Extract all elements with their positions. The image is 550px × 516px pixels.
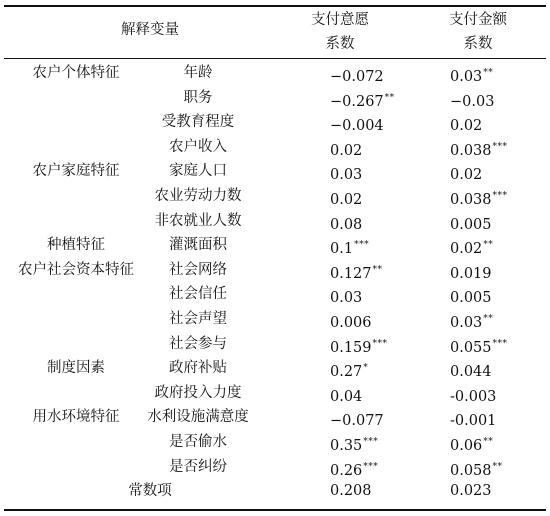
amount-significance: ** — [483, 314, 494, 324]
wtp-value: −0.072 — [330, 69, 384, 85]
wtp-cell — [330, 383, 363, 407]
table-row — [0, 258, 550, 283]
amount-significance: ** — [492, 461, 503, 472]
amount-significance: ** — [483, 68, 494, 78]
amount-cell — [450, 161, 483, 185]
amount-cell — [450, 235, 493, 259]
amount-value: 0.038 — [450, 192, 492, 208]
wtp-value: 0.127 — [330, 265, 372, 282]
top-rule — [4, 5, 546, 7]
table-row — [0, 110, 550, 135]
amount-value: 0.02 — [450, 118, 483, 135]
table-row — [0, 86, 550, 111]
wtp-value: 0.159 — [330, 339, 372, 356]
wtp-significance: ** — [372, 264, 383, 275]
wtp-cell — [330, 407, 385, 431]
variable-label: 社会声望 — [169, 311, 227, 327]
table-row — [0, 282, 550, 307]
constant-row — [0, 479, 550, 504]
amount-cell — [450, 309, 493, 333]
wtp-cell — [330, 211, 363, 235]
variable-label: 受教育程度 — [161, 114, 235, 131]
amount-cell — [450, 137, 508, 161]
wtp-significance: *** — [372, 338, 388, 349]
wtp-significance: *** — [354, 240, 370, 251]
amount-cell — [450, 112, 483, 136]
amount-cell — [450, 383, 497, 407]
table-row — [0, 356, 550, 381]
wtp-value: 0.08 — [330, 216, 363, 233]
wtp-value: 0.35 — [330, 438, 363, 454]
amount-value: −0.03 — [450, 93, 495, 110]
group-label: 种植特征 — [47, 237, 105, 254]
table-row — [0, 159, 550, 184]
header-amount-coefficient: 系数 — [463, 36, 493, 52]
wtp-value: 0.02 — [330, 142, 363, 159]
variable-label: 农业劳动力数 — [154, 188, 242, 204]
amount-cell — [450, 358, 493, 382]
amount-value: -0.001 — [450, 413, 497, 430]
variable-label: 水利设施满意度 — [147, 409, 249, 426]
wtp-cell — [330, 186, 363, 210]
wtp-cell — [330, 63, 385, 87]
amount-value: 0.019 — [450, 265, 492, 282]
amount-value: 0.055 — [450, 339, 492, 356]
table-row — [0, 307, 550, 332]
table-row — [0, 184, 550, 209]
wtp-value: 0.03 — [330, 167, 363, 184]
amount-value: 0.03 — [450, 315, 483, 331]
amount-cell — [450, 457, 503, 481]
bottom-rule — [4, 509, 546, 511]
amount-value: 0.038 — [450, 142, 492, 159]
variable-label: 社会参与 — [169, 335, 227, 352]
amount-significance: ** — [483, 240, 494, 251]
header-rule — [4, 58, 546, 59]
table-row — [0, 381, 550, 406]
wtp-cell — [330, 334, 388, 358]
wtp-cell — [330, 260, 383, 284]
wtp-significance: * — [363, 363, 369, 374]
variable-label: 是否纠纷 — [169, 458, 227, 475]
header-payment-amount: 支付金额 — [449, 12, 507, 28]
wtp-value: −0.267 — [330, 93, 384, 110]
variable-label: 家庭人口 — [169, 163, 227, 180]
table-row — [0, 233, 550, 258]
wtp-significance: ** — [384, 92, 395, 103]
wtp-cell — [330, 137, 363, 161]
amount-cell — [450, 407, 497, 431]
amount-value: 0.02 — [450, 167, 483, 184]
variable-label: 是否偷水 — [169, 434, 227, 450]
group-label: 农户家庭特征 — [32, 163, 120, 180]
wtp-value: 0.03 — [330, 290, 363, 307]
wtp-value: 0.006 — [330, 315, 372, 331]
table-row — [0, 430, 550, 455]
wtp-significance: *** — [363, 437, 379, 447]
amount-cell — [450, 63, 493, 87]
amount-value: 0.044 — [450, 364, 492, 381]
amount-value: -0.003 — [450, 388, 497, 405]
amount-value: 0.005 — [450, 216, 492, 233]
wtp-value: 0.26 — [330, 462, 363, 479]
wtp-value: 0.04 — [330, 388, 363, 405]
wtp-value: −0.077 — [330, 413, 384, 430]
wtp-cell — [330, 358, 368, 382]
variable-label: 灌溉面积 — [169, 237, 227, 254]
group-label: 农户社会资本特征 — [18, 261, 134, 278]
wtp-value: 0.1 — [330, 241, 354, 258]
variable-label: 政府补贴 — [169, 360, 227, 377]
variable-label: 农户收入 — [169, 138, 227, 155]
table-row — [0, 455, 550, 480]
wtp-significance: *** — [363, 461, 379, 472]
amount-value: 0.02 — [450, 241, 483, 258]
header-willingness-to-pay: 支付意愿 — [311, 12, 369, 28]
amount-value: 0.005 — [450, 290, 492, 307]
table-row — [0, 405, 550, 430]
table-row — [0, 135, 550, 160]
constant-amount-value: 0.023 — [450, 483, 492, 500]
amount-cell — [450, 186, 508, 210]
variable-label: 非农就业人数 — [154, 212, 242, 229]
variable-label: 社会网络 — [169, 261, 227, 278]
table-row — [0, 332, 550, 357]
constant-wtp-value: 0.208 — [330, 483, 372, 500]
amount-cell — [450, 88, 495, 112]
amount-cell — [450, 260, 493, 284]
wtp-cell — [330, 161, 363, 185]
wtp-cell — [330, 309, 373, 333]
wtp-cell — [330, 432, 378, 456]
header-willingness-coefficient: 系数 — [325, 36, 355, 52]
variable-label: 社会信任 — [169, 286, 227, 303]
amount-significance: *** — [492, 338, 508, 349]
variable-label: 年龄 — [183, 65, 213, 81]
group-label: 用水环境特征 — [32, 409, 120, 426]
group-label: 制度因素 — [47, 360, 105, 377]
wtp-value: −0.004 — [330, 118, 384, 135]
wtp-cell — [330, 88, 395, 112]
constant-label: 常数项 — [128, 483, 172, 500]
header-explanatory-variable: 解释变量 — [121, 22, 179, 38]
amount-value: 0.06 — [450, 438, 483, 454]
variable-label: 政府投入力度 — [154, 384, 242, 401]
amount-cell — [450, 334, 508, 358]
wtp-cell — [330, 457, 378, 481]
amount-significance: *** — [492, 191, 508, 201]
wtp-cell — [330, 235, 369, 259]
amount-significance: ** — [483, 437, 494, 447]
variable-label: 职务 — [183, 89, 213, 106]
amount-significance: *** — [492, 141, 508, 152]
wtp-cell — [330, 112, 385, 136]
amount-value: 0.03 — [450, 69, 483, 85]
amount-cell — [450, 211, 493, 235]
table-row — [0, 209, 550, 234]
amount-value: 0.058 — [450, 462, 492, 479]
wtp-cell — [330, 284, 363, 308]
group-label: 农户个体特征 — [32, 65, 120, 81]
amount-cell — [450, 432, 493, 456]
wtp-value: 0.27 — [330, 364, 363, 381]
wtp-value: 0.02 — [330, 192, 363, 208]
table-row — [0, 61, 550, 86]
amount-cell — [450, 284, 493, 308]
